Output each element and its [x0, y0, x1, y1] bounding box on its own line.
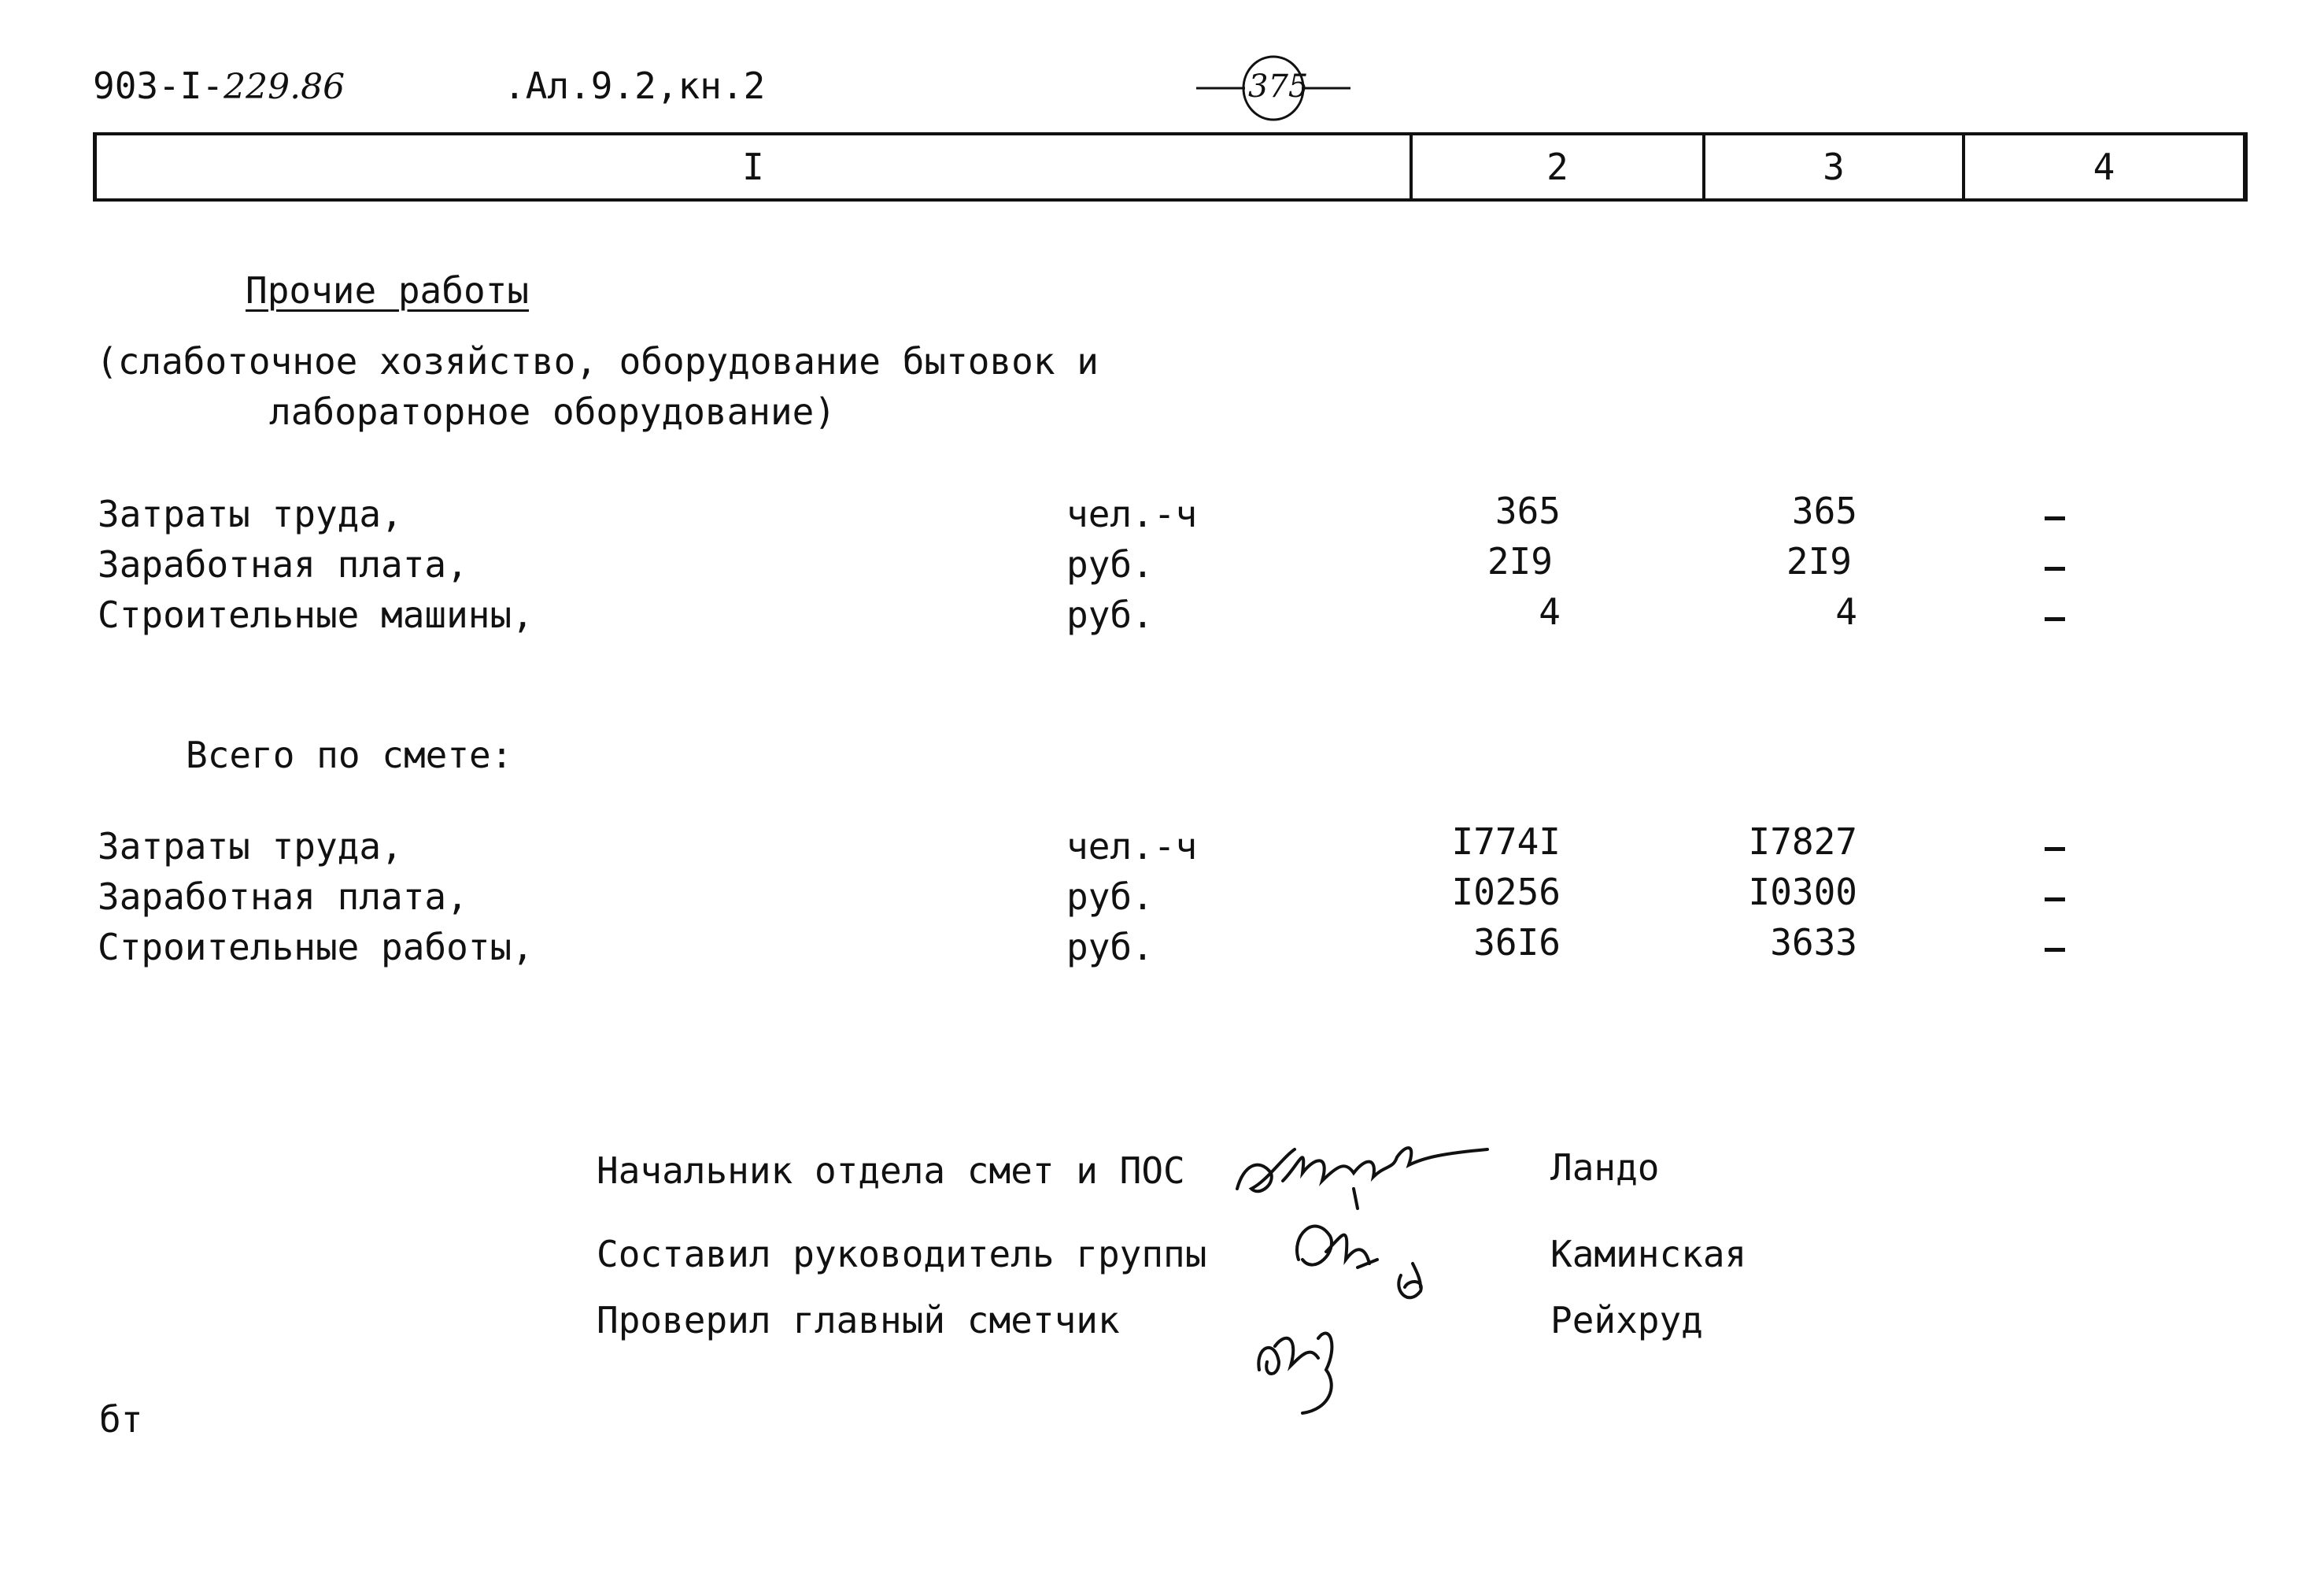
section-total-title: Всего по смете: — [186, 734, 513, 776]
row-col2-value: 36I6 — [1473, 921, 1561, 964]
column-header-1: I — [97, 135, 1413, 198]
row-unit: чел.-ч — [1066, 493, 1198, 535]
signature-role: Проверил главный сметчик — [597, 1299, 1120, 1341]
footer-mark: бт — [99, 1398, 143, 1441]
row-col2-value: I0256 — [1451, 871, 1561, 913]
row-col2-value: 365 — [1495, 490, 1561, 532]
row-col3-value: 365 — [1791, 490, 1857, 532]
page-number: 375 — [1248, 68, 1309, 105]
doc-code-handwritten: 229.86 — [224, 67, 345, 107]
row-col2-value: 2I9 — [1487, 540, 1553, 583]
row-col3-value: I7827 — [1748, 820, 1857, 863]
doc-code-typed: 903-I- — [93, 65, 224, 107]
album-reference: .Ал.9.2,кн.2 — [504, 65, 766, 107]
row-unit: руб. — [1066, 926, 1154, 968]
row-label: Строительные машины, — [98, 594, 534, 636]
column-header-3: 3 — [1705, 135, 1965, 198]
row-label: Заработная плата, — [98, 543, 468, 586]
row-unit: чел.-ч — [1066, 825, 1198, 868]
row-col4-dash — [2045, 516, 2065, 520]
signature-name: Ландо — [1550, 1146, 1660, 1189]
section-other-subtitle-1: (слаботочное хозяйство, оборудование бытовок и — [96, 340, 1099, 383]
signature-name: Каминская — [1550, 1233, 1747, 1275]
signature-role: Начальник отдела смет и ПОС — [597, 1149, 1185, 1192]
row-col3-value: 4 — [1835, 590, 1857, 633]
row-label: Затраты труда, — [98, 825, 403, 868]
row-col3-value: I0300 — [1748, 871, 1857, 913]
row-label: Строительные работы, — [98, 926, 534, 968]
page-number-mark — [1196, 49, 1354, 128]
row-unit: руб. — [1066, 875, 1154, 918]
row-col3-value: 2I9 — [1786, 540, 1852, 583]
section-other-subtitle-2: лабораторное оборудование) — [269, 390, 837, 433]
handwritten-signature-icon — [1243, 1299, 1385, 1417]
row-unit: руб. — [1066, 594, 1154, 636]
row-col2-value: 4 — [1539, 590, 1561, 633]
row-col4-dash — [2045, 948, 2065, 952]
row-col4-dash — [2045, 847, 2065, 851]
handwritten-signature-icon — [1283, 1204, 1456, 1315]
signature-name: Рейхруд — [1550, 1299, 1703, 1341]
signature-role: Составил руководитель группы — [597, 1233, 1207, 1275]
row-label: Заработная плата, — [98, 875, 468, 918]
row-col4-dash — [2045, 617, 2065, 621]
column-header-4: 4 — [2093, 146, 2115, 188]
doc-code — [93, 65, 345, 107]
row-col2-value: I774I — [1451, 820, 1561, 863]
row-col4-dash — [2045, 897, 2065, 901]
section-other-title: Прочие работы — [246, 269, 530, 312]
column-header-2: 2 — [1413, 135, 1705, 198]
row-col4-dash — [2045, 567, 2065, 571]
row-label: Затраты труда, — [98, 493, 403, 535]
column-header-table — [93, 132, 2248, 202]
row-col3-value: 3633 — [1770, 921, 1857, 964]
row-unit: руб. — [1066, 543, 1154, 586]
